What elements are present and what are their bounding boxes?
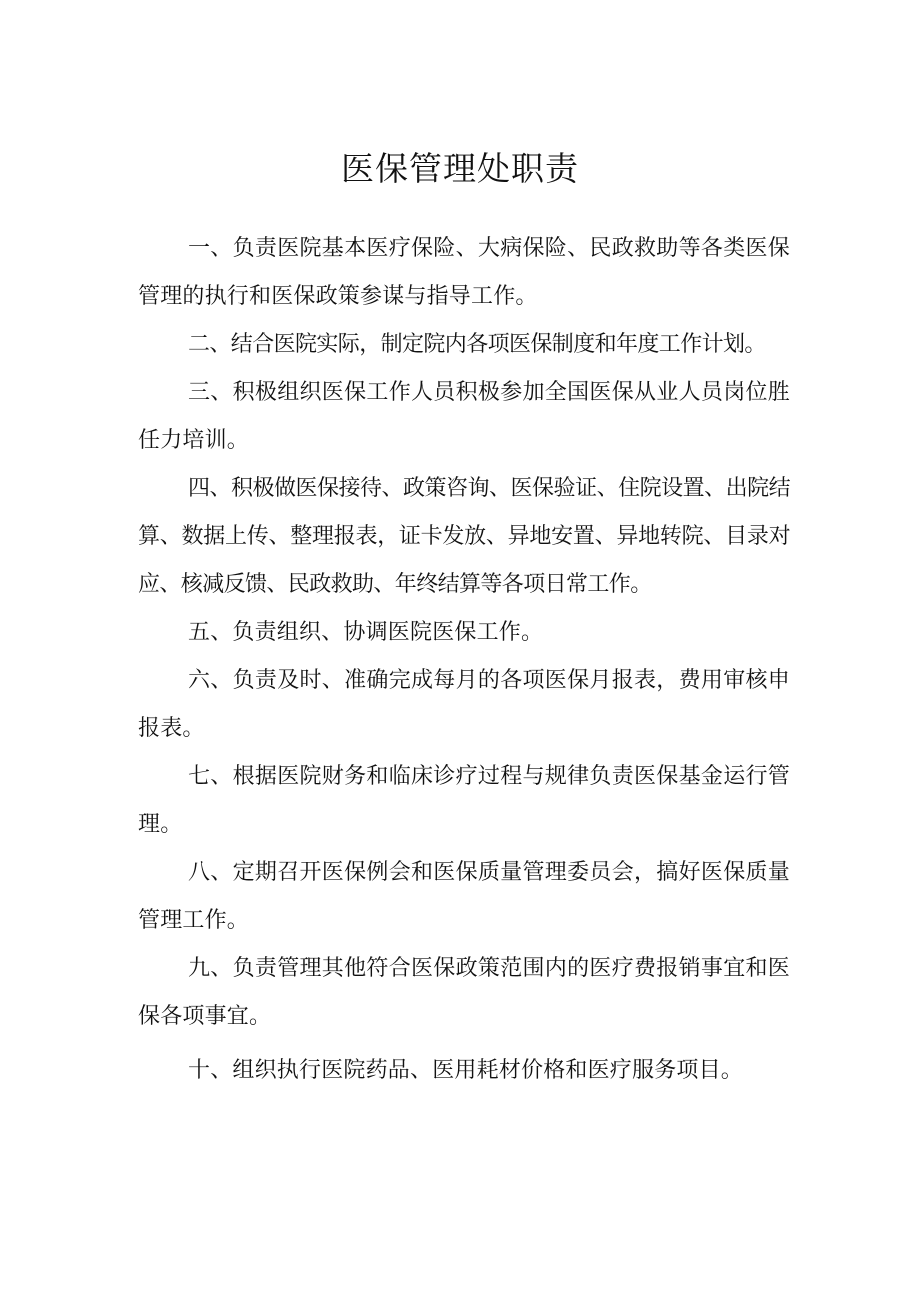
- document-body: [138, 225, 790, 1095]
- document-title: 医保管理处职责: [341, 149, 579, 188]
- duty-paragraph-4: 四、积极做医保接待、政策咨询、医保验证、住院设置、出院结算、数据上传、整理报表，证卡发放、异地安置、异地转院、目录对应、核减反馈、民政救助、年终结算等各项日常工作。: [138, 476, 790, 597]
- duty-paragraph-6: 六、负责及时、准确完成每月的各项医保月报表，费用审核申报表。: [138, 668, 790, 741]
- duty-paragraph-3: 三、积极组织医保工作人员积极参加全国医保从业人员岗位胜任力培训。: [138, 380, 790, 453]
- duty-paragraph-1: 一、负责医院基本医疗保险、大病保险、民政救助等各类医保管理的执行和医保政策参谋与指导工作。: [138, 236, 790, 309]
- duty-paragraph-8: 八、定期召开医保例会和医保质量管理委员会，搞好医保质量管理工作。: [138, 860, 790, 933]
- duty-paragraph-5: 五、负责组织、协调医院医保工作。: [188, 620, 544, 645]
- duty-paragraph-2: 二、结合医院实际，制定院内各项医保制度和年度工作计划。: [188, 332, 766, 357]
- duty-paragraph-9: 九、负责管理其他符合医保政策范围内的医疗费报销事宜和医保各项事宜。: [138, 956, 790, 1029]
- duty-paragraph-10: 十、组织执行医院药品、医用耗材价格和医疗服务项目。: [188, 1058, 744, 1083]
- duty-paragraph-7: 七、根据医院财务和临床诊疗过程与规律负责医保基金运行管理。: [138, 764, 790, 837]
